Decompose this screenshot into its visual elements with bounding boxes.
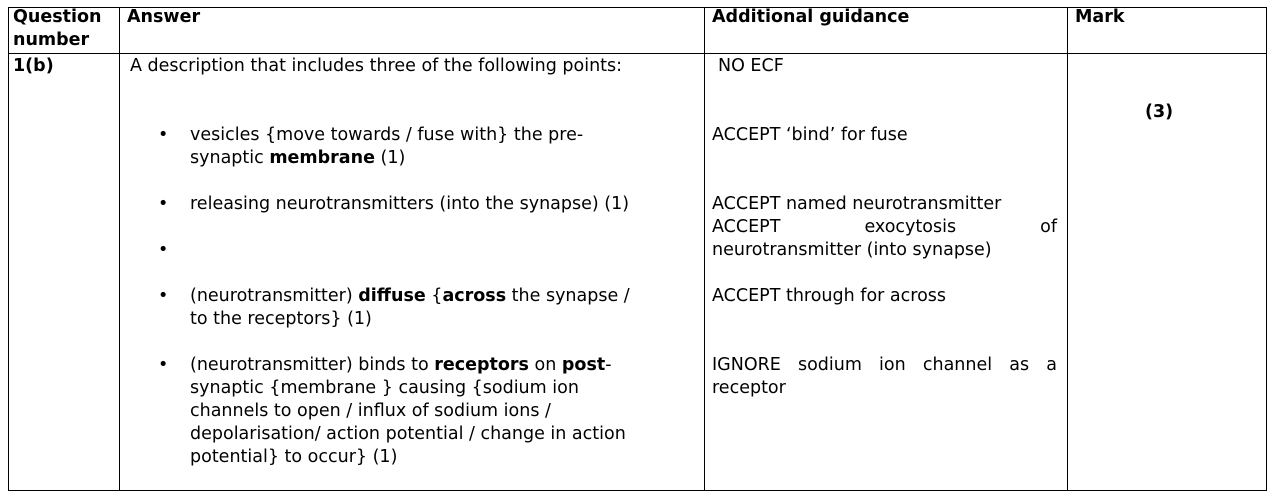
guidance-line: ACCEPT through for across xyxy=(712,286,947,306)
bullet-icon: • xyxy=(158,286,169,306)
mark-value: (3) xyxy=(1145,102,1174,122)
guidance-line: neurotransmitter (into synapse) xyxy=(712,240,992,260)
bullet-icon: • xyxy=(158,355,169,375)
answer-point-line: vesicles {move towards / fuse with} the pre- xyxy=(190,125,584,145)
answer-point-line: (neurotransmitter) binds to receptors on post- xyxy=(190,355,612,375)
bullet-icon: • xyxy=(158,240,169,260)
answer-point-line: potential} to occur} (1) xyxy=(190,447,398,467)
guidance-line: ACCEPT ‘bind’ for fuse xyxy=(712,125,908,145)
header-divider xyxy=(9,53,1266,54)
bullet-icon: • xyxy=(158,125,169,145)
answer-point-line: channels to open / influx of sodium ions / xyxy=(190,401,551,421)
column-divider xyxy=(119,8,120,490)
header-answer: Answer xyxy=(127,7,201,27)
guidance-no-ecf: NO ECF xyxy=(718,56,784,76)
answer-point-line: depolarisation/ action potential / change in action xyxy=(190,424,626,444)
column-divider xyxy=(1067,8,1068,490)
answer-point-line: synaptic membrane (1) xyxy=(190,148,406,168)
guidance-line: IGNORE sodium ion channel as a xyxy=(712,355,1057,375)
header-question: Question xyxy=(13,7,102,27)
header-mark: Mark xyxy=(1075,7,1125,27)
bullet-icon: • xyxy=(158,194,169,214)
header-guidance: Additional guidance xyxy=(712,7,910,27)
guidance-line: receptor xyxy=(712,378,786,398)
guidance-line: ACCEPT exocytosis of xyxy=(712,217,1057,237)
answer-point-line: (neurotransmitter) diffuse {across the synapse / xyxy=(190,286,630,306)
question-number: 1(b) xyxy=(13,56,54,76)
answer-point-line: to the receptors} (1) xyxy=(190,309,372,329)
column-divider xyxy=(704,8,705,490)
answer-point-line: synaptic {membrane } causing {sodium ion xyxy=(190,378,579,398)
answer-intro: A description that includes three of the following points: xyxy=(130,56,623,76)
answer-point-line: releasing neurotransmitters (into the synapse) (1) xyxy=(190,194,630,214)
guidance-line: ACCEPT named neurotransmitter xyxy=(712,194,1002,214)
header-number: number xyxy=(13,30,90,50)
